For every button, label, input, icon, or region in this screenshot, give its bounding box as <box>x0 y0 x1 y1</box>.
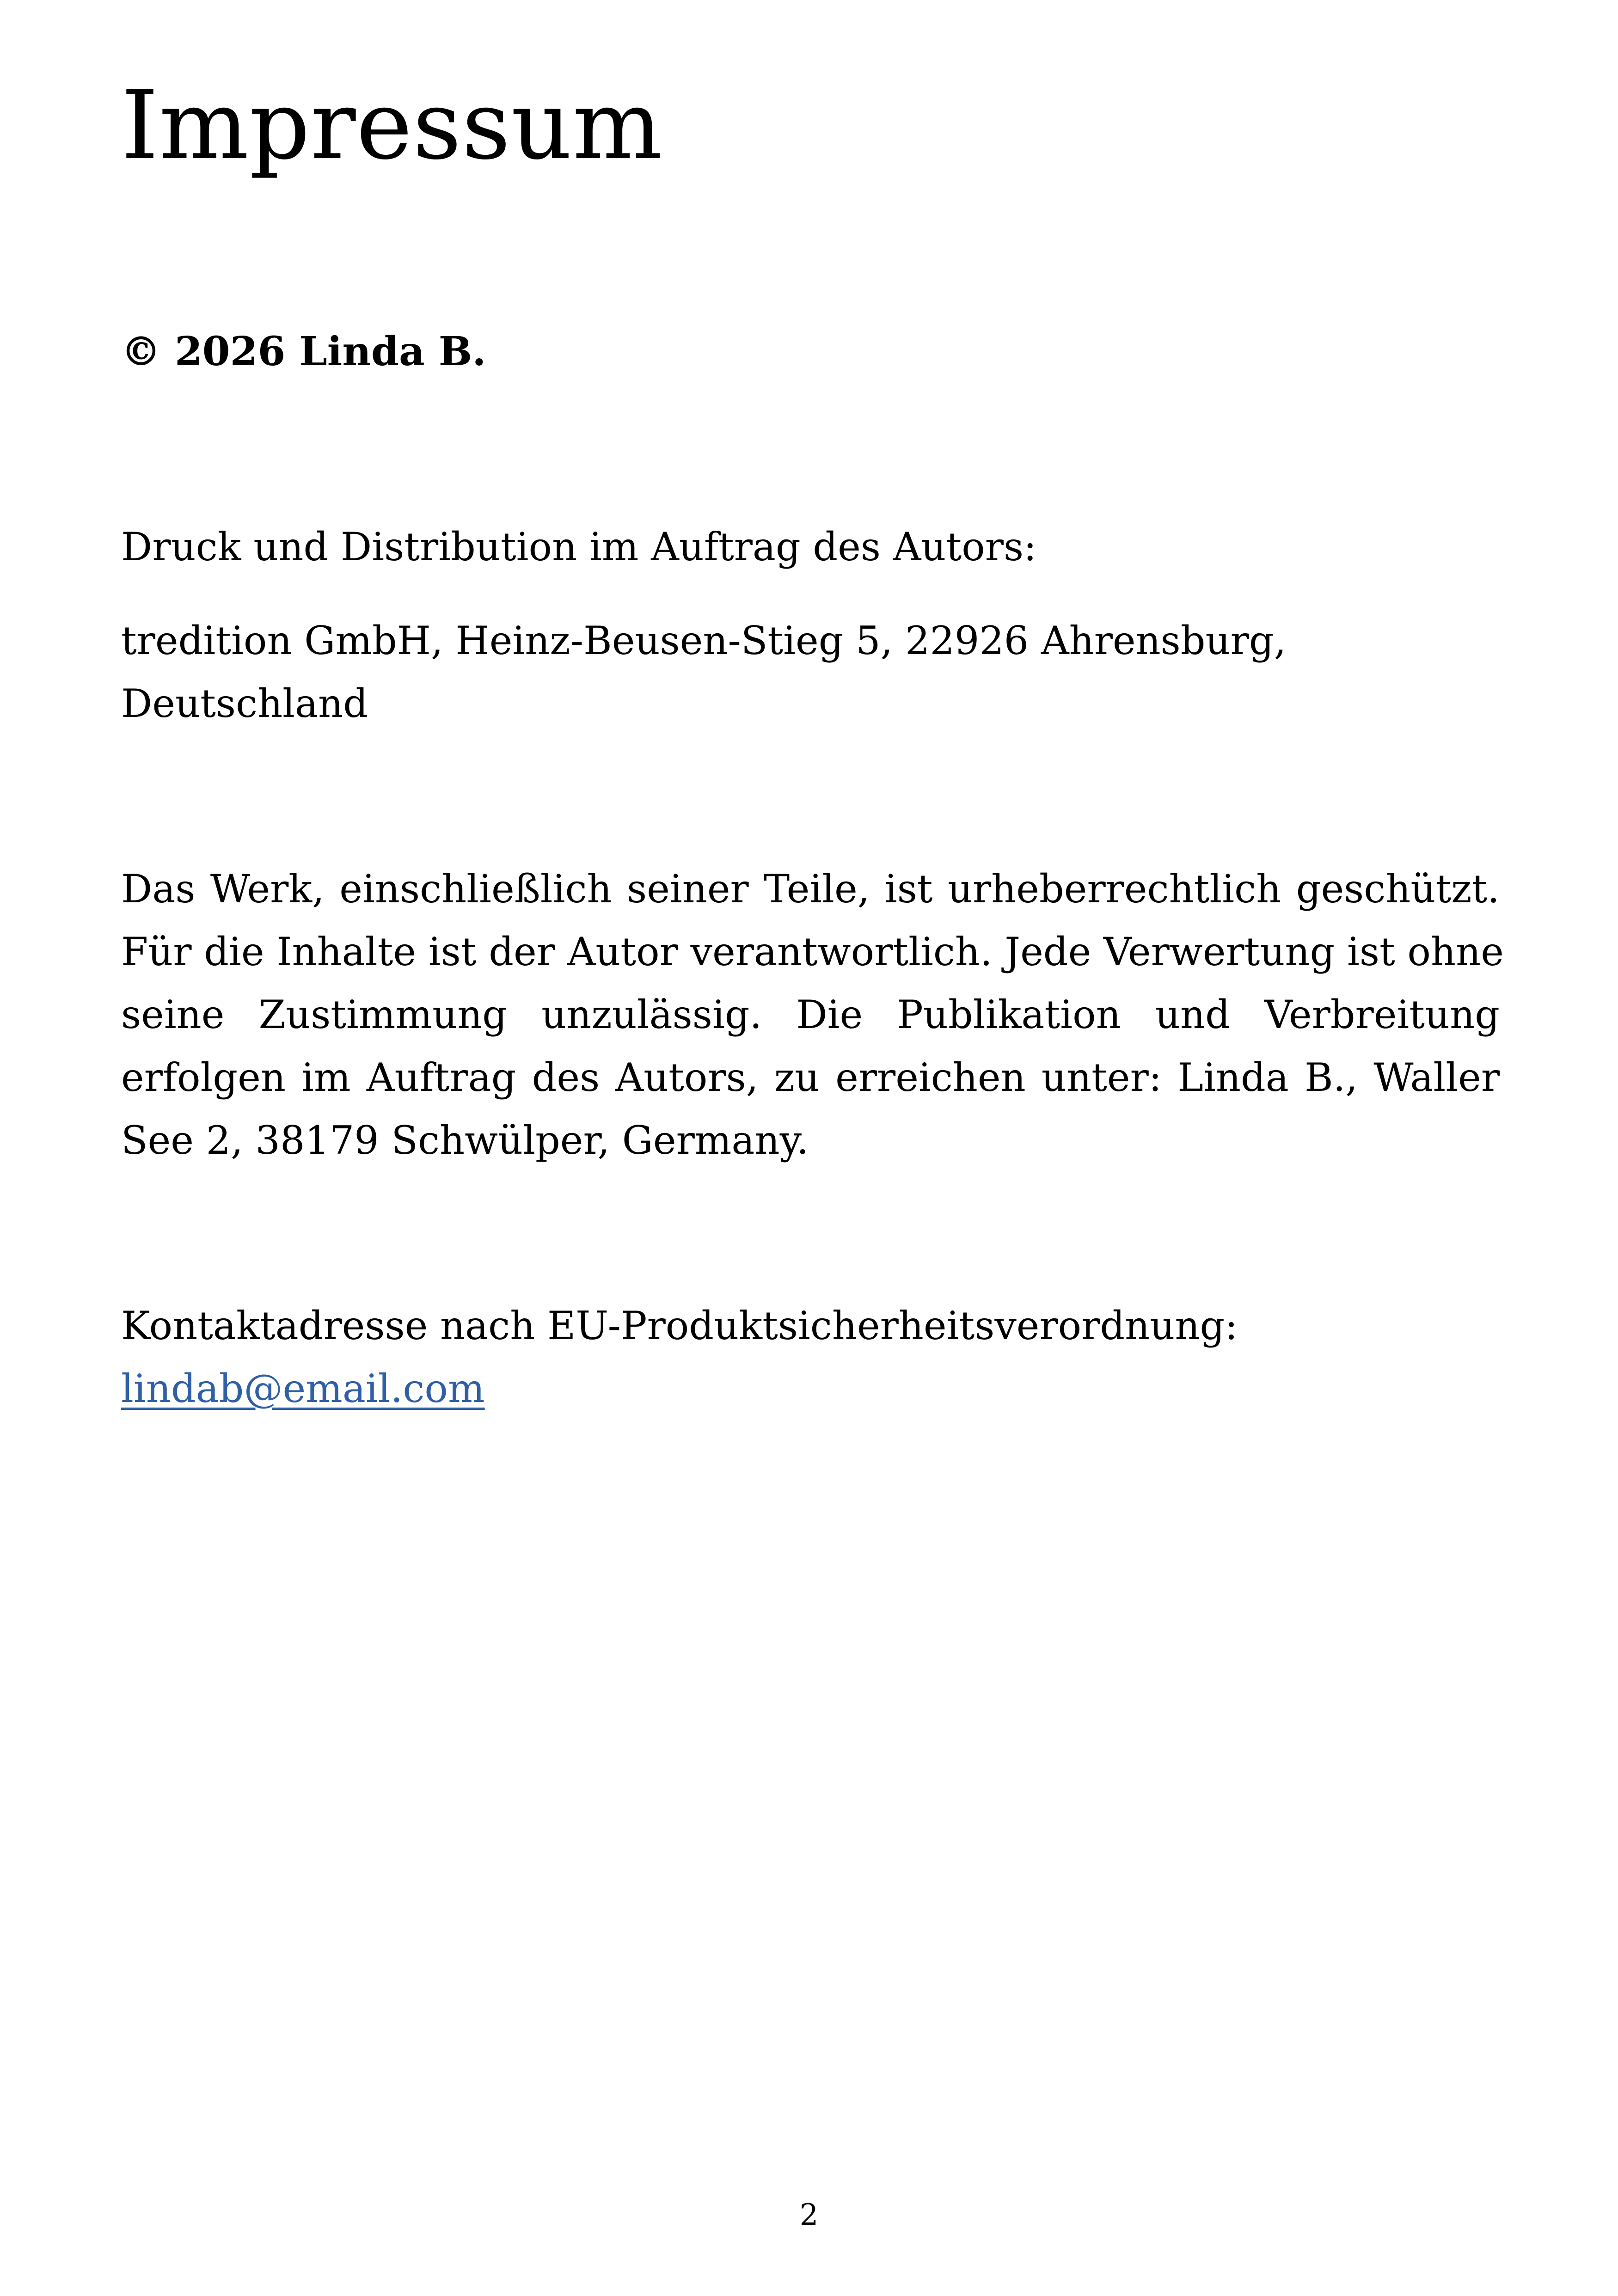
page-number: 2 <box>799 2198 819 2232</box>
printing-label: Druck und Distribution im Auftrag des Autors: <box>121 524 1037 569</box>
contact-email-line <box>121 1357 1500 1420</box>
contact-section <box>121 1294 1500 1420</box>
contact-label: Kontaktadresse nach EU-Produktsicherheitsverordnung: <box>121 1303 1238 1348</box>
publisher-address <box>121 609 1500 735</box>
contact-email-link[interactable]: lindab@email.com <box>121 1366 485 1411</box>
legal-notice <box>121 857 1504 1172</box>
page-title: Impressum <box>121 71 663 181</box>
legal-notice-line: Für die Inhalte ist der Autor verantwortlich. Jede Verwertung ist ohne <box>121 929 1504 974</box>
publisher-address-line: tredition GmbH, Heinz-Beusen-Stieg 5, 22926 Ahrensburg, <box>121 618 1287 663</box>
legal-notice-line: seine Zustimmung unzulässig. Die Publikation und Verbreitung <box>121 992 1500 1037</box>
legal-notice-line: See 2, 38179 Schwülper, Germany. <box>121 1118 809 1163</box>
legal-notice-line: erfolgen im Auftrag des Autors, zu erreichen unter: Linda B., Waller <box>121 1055 1500 1100</box>
copyright-notice: © 2026 Linda B. <box>121 328 486 375</box>
legal-notice-line: Das Werk, einschließlich seiner Teile, ist urheberrechtlich geschützt. <box>121 866 1500 912</box>
publisher-address-country: Deutschland <box>121 681 368 726</box>
